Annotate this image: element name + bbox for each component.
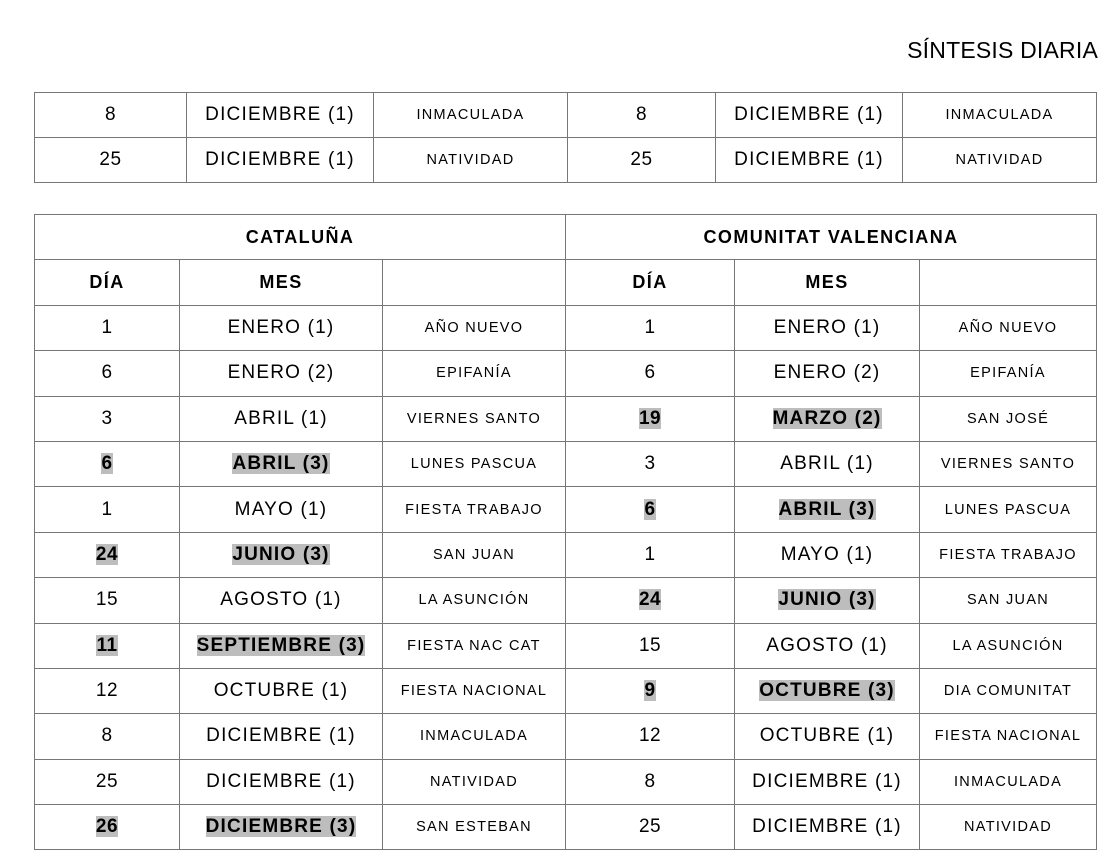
cell-mes bbox=[180, 487, 383, 532]
cell-fiesta bbox=[383, 759, 566, 804]
cell-dia bbox=[35, 93, 187, 138]
cell-dia bbox=[35, 351, 180, 396]
dia-text: 12 bbox=[638, 725, 662, 747]
cell-fiesta bbox=[383, 805, 566, 850]
mes-text: ENERO (2) bbox=[773, 362, 881, 384]
mes-text: ABRIL (3) bbox=[778, 498, 876, 520]
dia-text: 9 bbox=[644, 680, 656, 702]
cell-mes bbox=[735, 578, 920, 623]
cell-dia bbox=[566, 623, 735, 668]
cell-mes bbox=[180, 305, 383, 350]
cell-dia bbox=[566, 668, 735, 713]
fiesta-text: INMACULADA bbox=[953, 773, 1063, 790]
mes-text: OCTUBRE (1) bbox=[213, 680, 349, 702]
column-header-fiesta bbox=[383, 260, 566, 305]
dia-text: 1 bbox=[101, 316, 113, 338]
cell-mes bbox=[180, 759, 383, 804]
region-header-cataluna: CATALUÑA bbox=[35, 215, 566, 260]
cell-fiesta bbox=[383, 351, 566, 396]
fiesta-text: LA ASUNCIÓN bbox=[952, 637, 1064, 654]
column-header-row bbox=[35, 260, 1097, 305]
cell-dia bbox=[35, 578, 180, 623]
column-header-mes: MES bbox=[735, 260, 920, 305]
mes-text: JUNIO (3) bbox=[778, 589, 876, 611]
dia-text: 8 bbox=[644, 770, 656, 792]
table-row bbox=[35, 714, 1097, 759]
mes-text: JUNIO (3) bbox=[232, 543, 330, 565]
holiday-table-regions-body bbox=[35, 305, 1097, 850]
fiesta-text: INMACULADA bbox=[419, 728, 529, 745]
cell-mes bbox=[716, 93, 903, 138]
mes-text: DICIEMBRE (1) bbox=[752, 816, 902, 838]
table-row bbox=[35, 532, 1097, 577]
cell-fiesta bbox=[374, 138, 568, 183]
cell-fiesta bbox=[920, 305, 1097, 350]
dia-text: 25 bbox=[95, 770, 119, 792]
cell-fiesta bbox=[383, 578, 566, 623]
fiesta-text: FIESTA TRABAJO bbox=[405, 501, 543, 518]
fiesta-text: SAN ESTEBAN bbox=[416, 819, 532, 836]
table-row bbox=[35, 668, 1097, 713]
cell-mes bbox=[735, 532, 920, 577]
mes-text: DICIEMBRE (3) bbox=[205, 816, 357, 838]
mes-text: OCTUBRE (3) bbox=[759, 680, 895, 702]
cell-dia bbox=[568, 93, 716, 138]
mes-text: DICIEMBRE (1) bbox=[206, 725, 356, 747]
cell-mes bbox=[180, 623, 383, 668]
cell-fiesta bbox=[383, 623, 566, 668]
cell-fiesta bbox=[383, 714, 566, 759]
cell-dia bbox=[566, 532, 735, 577]
cell-fiesta bbox=[920, 805, 1097, 850]
dia-text: 6 bbox=[101, 362, 113, 384]
cell-dia bbox=[35, 532, 180, 577]
mes-text: AGOSTO (1) bbox=[766, 634, 888, 656]
table-row bbox=[35, 351, 1097, 396]
fiesta-text: EPIFANÍA bbox=[436, 365, 512, 382]
cell-mes bbox=[735, 714, 920, 759]
cell-fiesta bbox=[903, 138, 1097, 183]
dia-text: 8 bbox=[635, 104, 648, 125]
mes-text: ENERO (2) bbox=[227, 362, 335, 384]
cell-fiesta bbox=[920, 759, 1097, 804]
cell-dia bbox=[35, 396, 180, 441]
mes-text: ABRIL (3) bbox=[232, 453, 330, 475]
dia-text: 24 bbox=[638, 589, 662, 611]
dia-text: 3 bbox=[644, 453, 656, 475]
cell-mes bbox=[735, 623, 920, 668]
table-row bbox=[35, 623, 1097, 668]
table-row bbox=[35, 578, 1097, 623]
cell-mes bbox=[735, 351, 920, 396]
cell-fiesta bbox=[383, 668, 566, 713]
cell-mes bbox=[735, 759, 920, 804]
cell-fiesta bbox=[920, 668, 1097, 713]
cell-fiesta bbox=[920, 578, 1097, 623]
mes-text: MAYO (1) bbox=[234, 498, 328, 520]
dia-text: 12 bbox=[95, 680, 119, 702]
cell-mes bbox=[180, 351, 383, 396]
cell-fiesta bbox=[383, 441, 566, 486]
fiesta-text: LA ASUNCIÓN bbox=[418, 592, 530, 609]
cell-dia bbox=[566, 441, 735, 486]
dia-text: 6 bbox=[101, 453, 113, 475]
cell-mes bbox=[187, 93, 374, 138]
table-row bbox=[35, 138, 1097, 183]
dia-text: 25 bbox=[638, 816, 662, 838]
table-row bbox=[35, 805, 1097, 850]
cell-dia bbox=[35, 759, 180, 804]
fiesta-text: EPIFANÍA bbox=[970, 365, 1046, 382]
table-row bbox=[35, 487, 1097, 532]
cell-fiesta bbox=[383, 396, 566, 441]
cell-mes bbox=[735, 487, 920, 532]
cell-mes bbox=[735, 668, 920, 713]
dia-text: 25 bbox=[630, 149, 653, 170]
cell-dia bbox=[35, 487, 180, 532]
fiesta-text: INMACULADA bbox=[945, 107, 1054, 123]
mes-text: ABRIL (1) bbox=[234, 407, 328, 429]
mes-text: DICIEMBRE (1) bbox=[205, 149, 355, 170]
cell-fiesta bbox=[920, 396, 1097, 441]
cell-dia bbox=[35, 305, 180, 350]
page-title: SÍNTESIS DIARIA bbox=[907, 37, 1098, 63]
table-row bbox=[35, 305, 1097, 350]
fiesta-text: LUNES PASCUA bbox=[944, 501, 1072, 518]
fiesta-text: INMACULADA bbox=[416, 107, 525, 123]
dia-text: 1 bbox=[101, 498, 113, 520]
mes-text: DICIEMBRE (1) bbox=[205, 104, 355, 125]
dia-text: 11 bbox=[96, 634, 118, 656]
holiday-table-continued-body bbox=[35, 93, 1097, 183]
column-header-fiesta bbox=[920, 260, 1097, 305]
cell-dia bbox=[566, 351, 735, 396]
cell-dia bbox=[566, 396, 735, 441]
dia-text: 8 bbox=[104, 104, 117, 125]
column-header-mes: MES bbox=[180, 260, 383, 305]
cell-dia bbox=[566, 305, 735, 350]
fiesta-text: SAN JUAN bbox=[432, 546, 516, 563]
mes-text: ENERO (1) bbox=[227, 316, 335, 338]
table-row bbox=[35, 441, 1097, 486]
cell-mes bbox=[180, 668, 383, 713]
mes-text: ENERO (1) bbox=[773, 316, 881, 338]
dia-text: 15 bbox=[638, 634, 662, 656]
dia-text: 1 bbox=[644, 543, 656, 565]
cell-dia bbox=[568, 138, 716, 183]
cell-fiesta bbox=[383, 487, 566, 532]
fiesta-text: NATIVIDAD bbox=[955, 152, 1044, 168]
cell-dia bbox=[566, 714, 735, 759]
mes-text: DICIEMBRE (1) bbox=[734, 104, 884, 125]
fiesta-text: FIESTA NACIONAL bbox=[934, 728, 1082, 745]
dia-text: 19 bbox=[638, 407, 662, 429]
cell-fiesta bbox=[383, 532, 566, 577]
cell-dia bbox=[35, 441, 180, 486]
cell-dia bbox=[35, 805, 180, 850]
cell-mes bbox=[180, 805, 383, 850]
cell-fiesta bbox=[920, 351, 1097, 396]
cell-mes bbox=[716, 138, 903, 183]
dia-text: 26 bbox=[95, 816, 119, 838]
mes-text: MARZO (2) bbox=[772, 407, 882, 429]
mes-text: ABRIL (1) bbox=[780, 453, 874, 475]
dia-text: 6 bbox=[644, 362, 656, 384]
table-row bbox=[35, 93, 1097, 138]
holiday-table-continued bbox=[34, 92, 1097, 183]
cell-mes bbox=[180, 441, 383, 486]
fiesta-text: AÑO NUEVO bbox=[958, 319, 1058, 336]
column-header-dia: DÍA bbox=[35, 260, 180, 305]
mes-text: MAYO (1) bbox=[780, 543, 874, 565]
holiday-table-regions bbox=[34, 214, 1097, 850]
cell-dia bbox=[35, 623, 180, 668]
dia-text: 8 bbox=[101, 725, 113, 747]
cell-mes bbox=[735, 305, 920, 350]
cell-mes bbox=[735, 441, 920, 486]
fiesta-text: VIERNES SANTO bbox=[940, 456, 1076, 473]
cell-fiesta bbox=[383, 305, 566, 350]
dia-text: 1 bbox=[644, 316, 656, 338]
cell-mes bbox=[180, 714, 383, 759]
mes-text: DICIEMBRE (1) bbox=[734, 149, 884, 170]
fiesta-text: VIERNES SANTO bbox=[406, 410, 542, 427]
dia-text: 15 bbox=[95, 589, 119, 611]
fiesta-text: NATIVIDAD bbox=[430, 773, 518, 790]
mes-text: OCTUBRE (1) bbox=[759, 725, 895, 747]
cell-fiesta bbox=[920, 623, 1097, 668]
mes-text: SEPTIEMBRE (3) bbox=[196, 634, 366, 656]
fiesta-text: SAN JUAN bbox=[966, 592, 1050, 609]
fiesta-text: AÑO NUEVO bbox=[424, 319, 524, 336]
dia-text: 24 bbox=[95, 543, 119, 565]
region-header-row bbox=[35, 215, 1097, 260]
fiesta-text: FIESTA NACIONAL bbox=[400, 683, 548, 700]
cell-dia bbox=[566, 578, 735, 623]
fiesta-text: NATIVIDAD bbox=[964, 819, 1052, 836]
cell-fiesta bbox=[920, 714, 1097, 759]
fiesta-text: DIA COMUNITAT bbox=[943, 683, 1073, 700]
fiesta-text: FIESTA NAC CAT bbox=[407, 637, 541, 654]
cell-mes bbox=[735, 805, 920, 850]
dia-text: 3 bbox=[101, 407, 113, 429]
region-header-valencia: COMUNITAT VALENCIANA bbox=[566, 215, 1097, 260]
table-row bbox=[35, 396, 1097, 441]
mes-text: AGOSTO (1) bbox=[220, 589, 342, 611]
fiesta-text: FIESTA TRABAJO bbox=[939, 546, 1077, 563]
cell-mes bbox=[180, 578, 383, 623]
cell-dia bbox=[35, 138, 187, 183]
fiesta-text: LUNES PASCUA bbox=[410, 456, 538, 473]
cell-mes bbox=[180, 396, 383, 441]
cell-dia bbox=[566, 487, 735, 532]
mes-text: DICIEMBRE (1) bbox=[206, 770, 356, 792]
cell-dia bbox=[35, 668, 180, 713]
fiesta-text: NATIVIDAD bbox=[426, 152, 515, 168]
column-header-dia: DÍA bbox=[566, 260, 735, 305]
mes-text: DICIEMBRE (1) bbox=[752, 770, 902, 792]
dia-text: 6 bbox=[644, 498, 656, 520]
table-row bbox=[35, 759, 1097, 804]
dia-text: 25 bbox=[99, 149, 122, 170]
cell-dia bbox=[566, 805, 735, 850]
cell-dia bbox=[566, 759, 735, 804]
cell-dia bbox=[35, 714, 180, 759]
cell-mes bbox=[187, 138, 374, 183]
cell-fiesta bbox=[920, 532, 1097, 577]
cell-fiesta bbox=[374, 93, 568, 138]
cell-fiesta bbox=[920, 487, 1097, 532]
cell-mes bbox=[180, 532, 383, 577]
cell-fiesta bbox=[920, 441, 1097, 486]
cell-mes bbox=[735, 396, 920, 441]
fiesta-text: SAN JOSÉ bbox=[966, 410, 1050, 427]
cell-fiesta bbox=[903, 93, 1097, 138]
